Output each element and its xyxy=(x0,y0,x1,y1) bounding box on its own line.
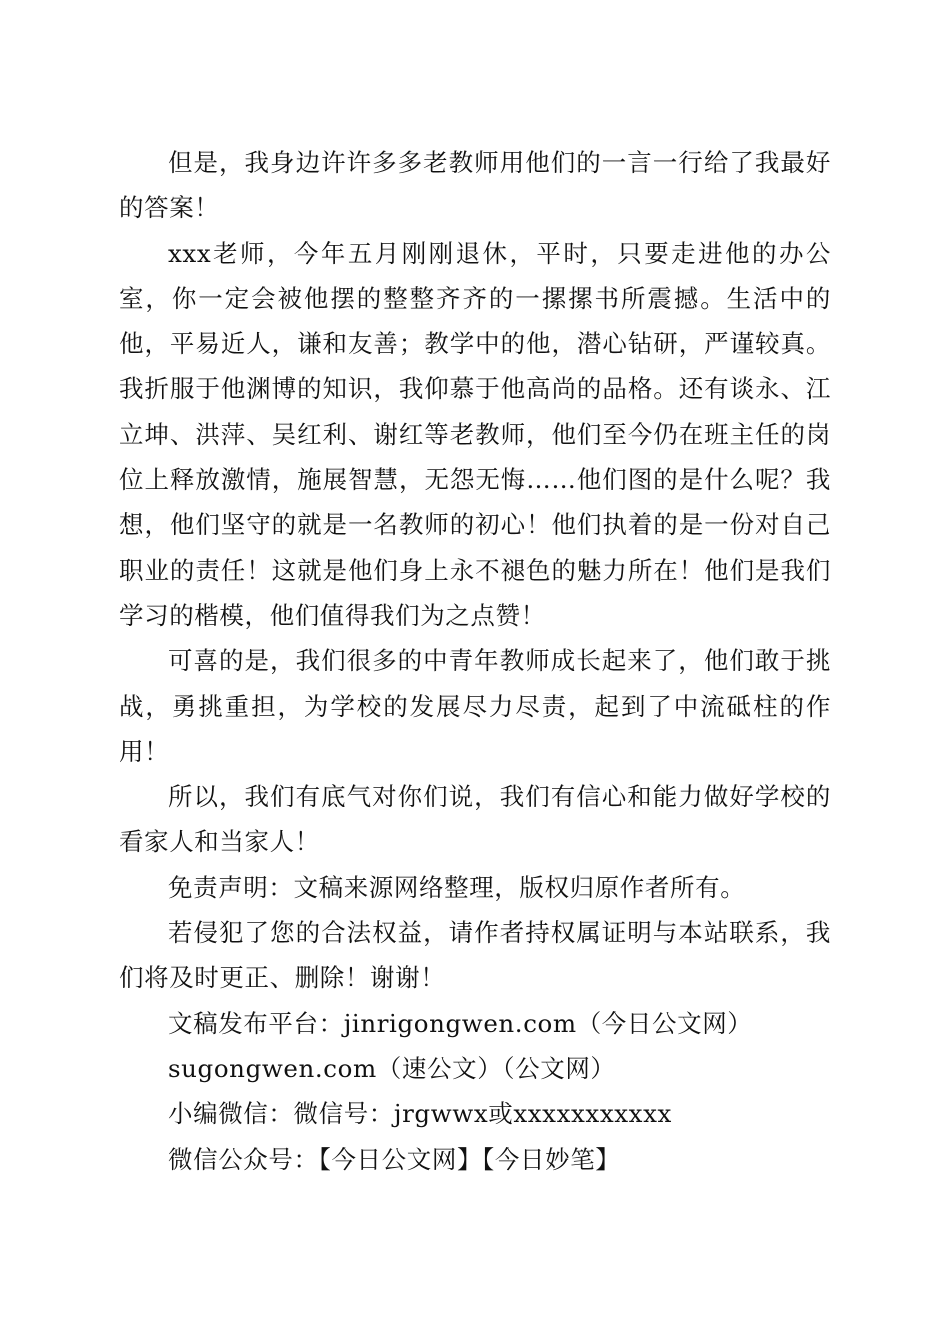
wechat-id-line: 小编微信：微信号：jrgwwx或xxxxxxxxxxx xyxy=(168,1099,672,1129)
paragraph-young-teachers: 可喜的是，我们很多的中青年教师成长起来了，他们敢于挑战，勇挑重担，为学校的发展尽力尽责，起到了中流砥柱的作用！ xyxy=(119,646,831,766)
paragraph-answer: 但是，我身边许许多多老教师用他们的一言一行给了我最好的答案！ xyxy=(119,148,831,223)
copyright-notice: 若侵犯了您的合法权益，请作者持权属证明与本站联系，我们将及时更正、删除！谢谢！ xyxy=(119,918,831,993)
document-body xyxy=(119,140,831,1182)
paragraph-teacher-profile: xxx老师，今年五月刚刚退休，平时，只要走进他的办公室，你一定会被他摆的整整齐齐的一摞摞书所震撼。生活中的他，平易近人，谦和友善；教学中的他，潜心钻研，严谨较真。我折服于他渊博的知识，我仰慕于他高尚的品格。还有谈永、江立坤、洪萍、吴红利、谢红等老教师，他们至今仍在班主任的岗位上释放激情，施展智慧，无怨无悔……他们图的是什么呢？我想，他们坚守的就是一名教师的初心！他们执着的是一份对自己职业的责任！这就是他们身上永不褪色的魅力所在！他们是我们学习的楷模，他们值得我们为之点赞！ xyxy=(119,238,831,630)
wechat-official-account-line: 微信公众号：【今日公文网】【今日妙笔】 xyxy=(168,1144,621,1174)
publish-platform-line: 文稿发布平台：jinrigongwen.com（今日公文网） xyxy=(168,1008,753,1038)
disclaimer-line: 免责声明：文稿来源网络整理，版权归原作者所有。 xyxy=(168,872,746,902)
paragraph-confidence: 所以，我们有底气对你们说，我们有信心和能力做好学校的看家人和当家人！ xyxy=(119,782,831,857)
site-line: sugongwen.com（速公文）（公文网） xyxy=(168,1053,616,1083)
